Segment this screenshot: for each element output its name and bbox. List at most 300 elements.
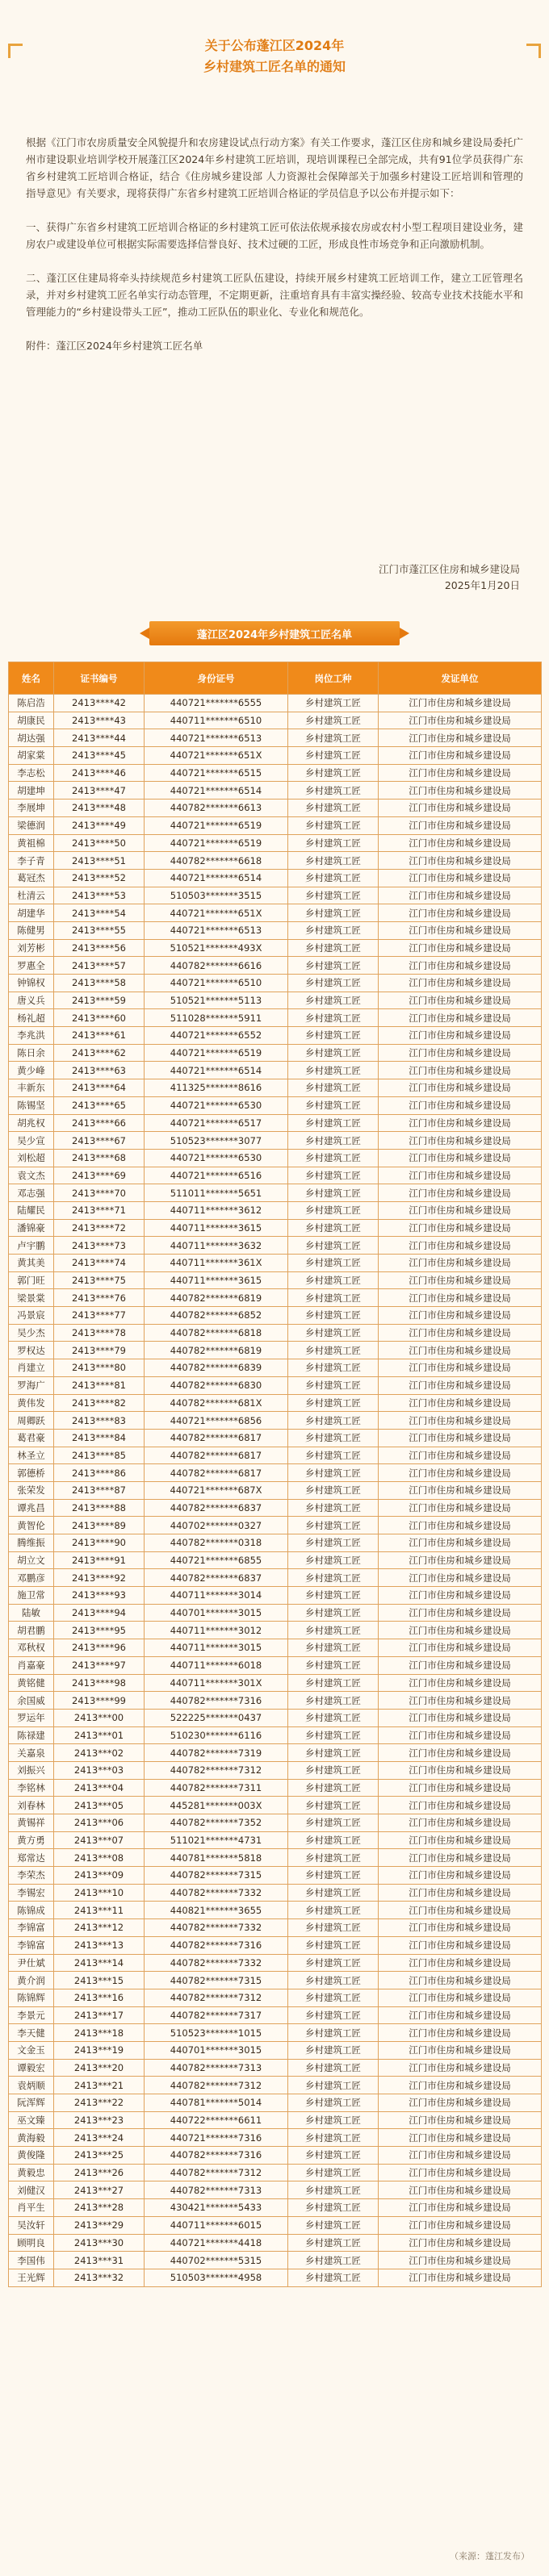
cell-job: 乡村建筑工匠 xyxy=(288,957,379,975)
cell-id-no: 440782*******6613 xyxy=(145,800,288,817)
cell-cert-no: 2413***22 xyxy=(54,2094,145,2112)
cell-issuer: 江门市住房和城乡建设局 xyxy=(379,1132,542,1150)
table-row xyxy=(9,1201,542,1219)
cell-cert-no: 2413****94 xyxy=(54,1604,145,1622)
cell-id-no: 440781*******5818 xyxy=(145,1849,288,1867)
cell-name: 黄介润 xyxy=(9,1972,54,1989)
cell-job: 乡村建筑工匠 xyxy=(288,1096,379,1114)
table-row xyxy=(9,1447,542,1464)
cell-id-no: 440782*******7316 xyxy=(145,1692,288,1710)
cell-job: 乡村建筑工匠 xyxy=(288,1464,379,1482)
cell-job: 乡村建筑工匠 xyxy=(288,816,379,834)
cell-cert-no: 2413***12 xyxy=(54,1919,145,1937)
cell-name: 吴汝轩 xyxy=(9,2216,54,2234)
frame-corner-top-right xyxy=(526,44,541,58)
cell-job: 乡村建筑工匠 xyxy=(288,1376,379,1394)
cell-cert-no: 2413****84 xyxy=(54,1429,145,1447)
cell-job: 乡村建筑工匠 xyxy=(288,1167,379,1184)
cell-cert-no: 2413****68 xyxy=(54,1149,145,1167)
cell-job: 乡村建筑工匠 xyxy=(288,1692,379,1710)
cell-cert-no: 2413****74 xyxy=(54,1255,145,1272)
cell-issuer: 江门市住房和城乡建设局 xyxy=(379,1271,542,1289)
cell-cert-no: 2413***03 xyxy=(54,1761,145,1779)
cell-name: 陈禄建 xyxy=(9,1726,54,1744)
cell-issuer: 江门市住房和城乡建设局 xyxy=(379,1849,542,1867)
cell-job: 乡村建筑工匠 xyxy=(288,2006,379,2024)
cell-cert-no: 2413***30 xyxy=(54,2234,145,2252)
cell-job: 乡村建筑工匠 xyxy=(288,1447,379,1464)
cell-id-no: 440711*******3615 xyxy=(145,1219,288,1237)
cell-issuer: 江门市住房和城乡建设局 xyxy=(379,2024,542,2042)
table-row xyxy=(9,921,542,939)
table-row xyxy=(9,1062,542,1079)
cell-job: 乡村建筑工匠 xyxy=(288,1114,379,1132)
cell-name: 陈锡坚 xyxy=(9,1096,54,1114)
cell-id-no: 440782*******7312 xyxy=(145,2164,288,2181)
cell-cert-no: 2413****70 xyxy=(54,1184,145,1202)
cell-cert-no: 2413****53 xyxy=(54,887,145,904)
cell-name: 郭门旺 xyxy=(9,1271,54,1289)
cell-id-no: 440711*******3612 xyxy=(145,1201,288,1219)
cell-job: 乡村建筑工匠 xyxy=(288,1009,379,1027)
cell-name: 胡立文 xyxy=(9,1551,54,1569)
cell-issuer: 江门市住房和城乡建设局 xyxy=(379,1307,542,1325)
cell-job: 乡村建筑工匠 xyxy=(288,2269,379,2286)
cell-id-no: 440782*******7312 xyxy=(145,1761,288,1779)
cell-name: 施卫常 xyxy=(9,1587,54,1605)
cell-issuer: 江门市住房和城乡建设局 xyxy=(379,1324,542,1342)
cell-id-no: 440782*******681X xyxy=(145,1394,288,1412)
table-row xyxy=(9,1376,542,1394)
cell-name: 李锦富 xyxy=(9,1919,54,1937)
cell-issuer: 江门市住房和城乡建设局 xyxy=(379,1587,542,1605)
cell-name: 黄方勇 xyxy=(9,1831,54,1849)
cell-cert-no: 2413****63 xyxy=(54,1062,145,1079)
table-row xyxy=(9,1674,542,1692)
cell-issuer: 江门市住房和城乡建设局 xyxy=(379,782,542,800)
cell-issuer: 江门市住房和城乡建设局 xyxy=(379,1447,542,1464)
cell-name: 邓志强 xyxy=(9,1184,54,1202)
cell-id-no: 510521*******493X xyxy=(145,939,288,957)
cell-issuer: 江门市住房和城乡建设局 xyxy=(379,1219,542,1237)
cell-cert-no: 2413***26 xyxy=(54,2164,145,2181)
table-row xyxy=(9,904,542,922)
cell-issuer: 江门市住房和城乡建设局 xyxy=(379,1779,542,1797)
cell-issuer: 江门市住房和城乡建设局 xyxy=(379,1831,542,1849)
cell-issuer: 江门市住房和城乡建设局 xyxy=(379,1692,542,1710)
cell-job: 乡村建筑工匠 xyxy=(288,2041,379,2059)
table-row xyxy=(9,800,542,817)
cell-name: 李铭林 xyxy=(9,1779,54,1797)
table-row xyxy=(9,747,542,765)
cell-issuer: 江门市住房和城乡建设局 xyxy=(379,1149,542,1167)
cell-issuer: 江门市住房和城乡建设局 xyxy=(379,2077,542,2094)
cell-cert-no: 2413***18 xyxy=(54,2024,145,2042)
cell-issuer: 江门市住房和城乡建设局 xyxy=(379,1079,542,1097)
cell-cert-no: 2413****44 xyxy=(54,729,145,747)
cell-job: 乡村建筑工匠 xyxy=(288,1201,379,1219)
cell-id-no: 440711*******6510 xyxy=(145,712,288,729)
cell-name: 杨礼超 xyxy=(9,1009,54,1027)
cell-cert-no: 2413****82 xyxy=(54,1394,145,1412)
table-row xyxy=(9,1167,542,1184)
table-row xyxy=(9,782,542,800)
cell-name: 陈锦成 xyxy=(9,1902,54,1919)
cell-cert-no: 2413****55 xyxy=(54,921,145,939)
cell-id-no: 440782*******7352 xyxy=(145,1814,288,1832)
cell-cert-no: 2413****49 xyxy=(54,816,145,834)
cell-name: 黄毅忠 xyxy=(9,2164,54,2181)
table-row xyxy=(9,695,542,712)
cell-issuer: 江门市住房和城乡建设局 xyxy=(379,2094,542,2112)
cell-name: 巫文臻 xyxy=(9,2111,54,2129)
cell-id-no: 440782*******7332 xyxy=(145,1884,288,1902)
cell-job: 乡村建筑工匠 xyxy=(288,852,379,870)
table-row xyxy=(9,1569,542,1587)
cell-job: 乡村建筑工匠 xyxy=(288,1499,379,1517)
cell-name: 黄少峰 xyxy=(9,1062,54,1079)
cell-issuer: 江门市住房和城乡建设局 xyxy=(379,1569,542,1587)
table-row xyxy=(9,1656,542,1674)
cell-issuer: 江门市住房和城乡建设局 xyxy=(379,1359,542,1377)
cell-id-no: 440782*******7315 xyxy=(145,1972,288,1989)
table-row xyxy=(9,1394,542,1412)
cell-job: 乡村建筑工匠 xyxy=(288,1132,379,1150)
cell-job: 乡村建筑工匠 xyxy=(288,1255,379,1272)
cell-issuer: 江门市住房和城乡建设局 xyxy=(379,852,542,870)
table-row xyxy=(9,992,542,1009)
cell-id-no: 440782*******7311 xyxy=(145,1779,288,1797)
cell-name: 唐义兵 xyxy=(9,992,54,1009)
table-row xyxy=(9,1044,542,1062)
table-row xyxy=(9,1709,542,1726)
source-credit: （来源：蓬江发布） xyxy=(450,2551,530,2561)
cell-name: 胡建坤 xyxy=(9,782,54,800)
cell-cert-no: 2413****61 xyxy=(54,1027,145,1045)
cell-name: 阮浑辉 xyxy=(9,2094,54,2112)
cell-job: 乡村建筑工匠 xyxy=(288,1831,379,1849)
cell-name: 陈启浩 xyxy=(9,695,54,712)
cell-job: 乡村建筑工匠 xyxy=(288,992,379,1009)
table-row xyxy=(9,1359,542,1377)
table-row xyxy=(9,1481,542,1499)
table-row xyxy=(9,2216,542,2234)
cell-issuer: 江门市住房和城乡建设局 xyxy=(379,1184,542,1202)
cell-name: 周卿跃 xyxy=(9,1412,54,1430)
cell-job: 乡村建筑工匠 xyxy=(288,939,379,957)
table-row xyxy=(9,1726,542,1744)
cell-job: 乡村建筑工匠 xyxy=(288,1237,379,1255)
cell-name: 陈健男 xyxy=(9,921,54,939)
cell-id-no: 440782*******7312 xyxy=(145,1989,288,2006)
cell-issuer: 江门市住房和城乡建设局 xyxy=(379,1096,542,1114)
cell-name: 李子青 xyxy=(9,852,54,870)
cell-job: 乡村建筑工匠 xyxy=(288,1412,379,1430)
cell-job: 乡村建筑工匠 xyxy=(288,1359,379,1377)
cell-issuer: 江门市住房和城乡建设局 xyxy=(379,2216,542,2234)
cell-cert-no: 2413***08 xyxy=(54,1849,145,1867)
cell-id-no: 440721*******6517 xyxy=(145,1114,288,1132)
cell-issuer: 江门市住房和城乡建设局 xyxy=(379,2129,542,2147)
table-row xyxy=(9,834,542,852)
table-row xyxy=(9,1936,542,1954)
cell-issuer: 江门市住房和城乡建设局 xyxy=(379,1027,542,1045)
cell-name: 卢宇鹏 xyxy=(9,1237,54,1255)
cell-id-no: 440782*******7316 xyxy=(145,1936,288,1954)
table-row xyxy=(9,1954,542,1972)
notice-paragraph-3: 二、蓬江区住建局将牵头持续规范乡村建筑工匠队伍建设，持续开展乡村建筑工匠培训工作，建立工匠管理名录，并对乡村建筑工匠名单实行动态管理，不定期更新，注重培育具有丰富实操经验、较高专业技术技能水平和管理能力的“乡村建设带头工匠”，推动工匠队伍的职业化、专业化和规范化。 xyxy=(26,272,523,318)
cell-cert-no: 2413***00 xyxy=(54,1709,145,1726)
cell-name: 郭德桥 xyxy=(9,1464,54,1482)
cell-name: 胡家棠 xyxy=(9,747,54,765)
cell-cert-no: 2413***25 xyxy=(54,2147,145,2165)
cell-cert-no: 2413****93 xyxy=(54,1587,145,1605)
table-row xyxy=(9,1761,542,1779)
cell-issuer: 江门市住房和城乡建设局 xyxy=(379,975,542,992)
cell-issuer: 江门市住房和城乡建设局 xyxy=(379,1412,542,1430)
cell-cert-no: 2413***11 xyxy=(54,1902,145,1919)
cell-name: 黄锡祥 xyxy=(9,1814,54,1832)
frame-corner-top-left xyxy=(8,44,23,58)
cell-id-no: 510523*******3077 xyxy=(145,1132,288,1150)
cell-id-no: 440711*******3014 xyxy=(145,1587,288,1605)
table-row xyxy=(9,1604,542,1622)
table-row xyxy=(9,975,542,992)
cell-job: 乡村建筑工匠 xyxy=(288,1307,379,1325)
cell-issuer: 江门市住房和城乡建设局 xyxy=(379,921,542,939)
cell-issuer: 江门市住房和城乡建设局 xyxy=(379,1989,542,2006)
cell-id-no: 440701*******3015 xyxy=(145,1604,288,1622)
table-row xyxy=(9,729,542,747)
cell-job: 乡村建筑工匠 xyxy=(288,764,379,782)
cell-id-no: 440782*******6830 xyxy=(145,1376,288,1394)
cell-name: 黄其美 xyxy=(9,1255,54,1272)
cell-cert-no: 2413****71 xyxy=(54,1201,145,1219)
cell-cert-no: 2413****64 xyxy=(54,1079,145,1097)
table-row xyxy=(9,1587,542,1605)
table-row xyxy=(9,1622,542,1639)
cell-name: 胡建华 xyxy=(9,904,54,922)
cell-cert-no: 2413****98 xyxy=(54,1674,145,1692)
cell-cert-no: 2413****65 xyxy=(54,1096,145,1114)
cell-issuer: 江门市住房和城乡建设局 xyxy=(379,1639,542,1657)
table-row xyxy=(9,2199,542,2217)
cell-name: 肖平生 xyxy=(9,2199,54,2217)
cell-cert-no: 2413****92 xyxy=(54,1569,145,1587)
craftsman-table-wrap xyxy=(8,662,541,2287)
cell-name: 罗权达 xyxy=(9,1342,54,1359)
cell-cert-no: 2413****97 xyxy=(54,1656,145,1674)
cell-cert-no: 2413***02 xyxy=(54,1744,145,1762)
cell-id-no: 511028*******5911 xyxy=(145,1009,288,1027)
table-row xyxy=(9,869,542,887)
cell-issuer: 江门市住房和城乡建设局 xyxy=(379,1709,542,1726)
table-row xyxy=(9,1797,542,1814)
cell-job: 乡村建筑工匠 xyxy=(288,1324,379,1342)
table-row xyxy=(9,1902,542,1919)
signature-date: 2025年1月20日 xyxy=(444,579,520,591)
cell-name: 郑常达 xyxy=(9,1849,54,1867)
cell-issuer: 江门市住房和城乡建设局 xyxy=(379,1744,542,1762)
cell-job: 乡村建筑工匠 xyxy=(288,1027,379,1045)
cell-job: 乡村建筑工匠 xyxy=(288,1797,379,1814)
cell-cert-no: 2413***21 xyxy=(54,2077,145,2094)
cell-name: 李国伟 xyxy=(9,2252,54,2269)
cell-job: 乡村建筑工匠 xyxy=(288,2024,379,2042)
cell-name: 吴少宣 xyxy=(9,1132,54,1150)
cell-name: 胡君鹏 xyxy=(9,1622,54,1639)
cell-id-no: 440782*******6837 xyxy=(145,1569,288,1587)
cell-id-no: 440721*******6514 xyxy=(145,782,288,800)
cell-name: 袁炳顺 xyxy=(9,2077,54,2094)
cell-id-no: 440721*******6514 xyxy=(145,1062,288,1079)
cell-issuer: 江门市住房和城乡建设局 xyxy=(379,1954,542,1972)
table-row xyxy=(9,887,542,904)
cell-id-no: 440782*******0318 xyxy=(145,1534,288,1552)
cell-id-no: 440721*******6514 xyxy=(145,869,288,887)
cell-id-no: 445281*******003X xyxy=(145,1797,288,1814)
cell-job: 乡村建筑工匠 xyxy=(288,1919,379,1937)
cell-job: 乡村建筑工匠 xyxy=(288,1044,379,1062)
cell-id-no: 440782*******7317 xyxy=(145,2006,288,2024)
table-row xyxy=(9,1027,542,1045)
cell-name: 顾明良 xyxy=(9,2234,54,2252)
cell-name: 罗惠全 xyxy=(9,957,54,975)
cell-issuer: 江门市住房和城乡建设局 xyxy=(379,1044,542,1062)
cell-job: 乡村建筑工匠 xyxy=(288,1972,379,1989)
cell-cert-no: 2413****81 xyxy=(54,1376,145,1394)
cell-job: 乡村建筑工匠 xyxy=(288,800,379,817)
table-row xyxy=(9,2077,542,2094)
cell-issuer: 江门市住房和城乡建设局 xyxy=(379,2269,542,2286)
table-row xyxy=(9,1271,542,1289)
cell-id-no: 440721*******6516 xyxy=(145,1167,288,1184)
cell-cert-no: 2413***10 xyxy=(54,1884,145,1902)
cell-name: 余国威 xyxy=(9,1692,54,1710)
table-row xyxy=(9,1534,542,1552)
cell-issuer: 江门市住房和城乡建设局 xyxy=(379,1902,542,1919)
cell-cert-no: 2413****87 xyxy=(54,1481,145,1499)
cell-id-no: 440721*******6552 xyxy=(145,1027,288,1045)
table-row xyxy=(9,2269,542,2286)
cell-id-no: 440782*******7313 xyxy=(145,2059,288,2077)
cell-job: 乡村建筑工匠 xyxy=(288,2199,379,2217)
table-row xyxy=(9,1412,542,1430)
cell-issuer: 江门市住房和城乡建设局 xyxy=(379,1814,542,1832)
cell-cert-no: 2413****89 xyxy=(54,1517,145,1534)
cell-id-no: 440711*******3632 xyxy=(145,1237,288,1255)
cell-cert-no: 2413****52 xyxy=(54,869,145,887)
cell-id-no: 440721*******651X xyxy=(145,904,288,922)
cell-cert-no: 2413***19 xyxy=(54,2041,145,2059)
cell-cert-no: 2413****78 xyxy=(54,1324,145,1342)
cell-job: 乡村建筑工匠 xyxy=(288,2252,379,2269)
cell-cert-no: 2413***09 xyxy=(54,1867,145,1885)
cell-cert-no: 2413****95 xyxy=(54,1622,145,1639)
cell-issuer: 江门市住房和城乡建设局 xyxy=(379,1114,542,1132)
cell-name: 陆耀民 xyxy=(9,1201,54,1219)
cell-job: 乡村建筑工匠 xyxy=(288,1481,379,1499)
notice-body xyxy=(26,134,523,354)
cell-name: 李锦富 xyxy=(9,1936,54,1954)
cell-cert-no: 2413****73 xyxy=(54,1237,145,1255)
cell-job: 乡村建筑工匠 xyxy=(288,2129,379,2147)
cell-cert-no: 2413***32 xyxy=(54,2269,145,2286)
cell-id-no: 440721*******4418 xyxy=(145,2234,288,2252)
cell-id-no: 440782*******6817 xyxy=(145,1447,288,1464)
table-row xyxy=(9,1744,542,1762)
cell-id-no: 440711*******3615 xyxy=(145,1271,288,1289)
cell-id-no: 440721*******6513 xyxy=(145,729,288,747)
table-row xyxy=(9,1517,542,1534)
cell-job: 乡村建筑工匠 xyxy=(288,904,379,922)
cell-issuer: 江门市住房和城乡建设局 xyxy=(379,1534,542,1552)
cell-name: 李展坤 xyxy=(9,800,54,817)
notice-attachment: 附件：蓬江区2024年乡村建筑工匠名单 xyxy=(26,340,203,352)
cell-issuer: 江门市住房和城乡建设局 xyxy=(379,764,542,782)
cell-issuer: 江门市住房和城乡建设局 xyxy=(379,1517,542,1534)
cell-cert-no: 2413****57 xyxy=(54,957,145,975)
cell-cert-no: 2413***17 xyxy=(54,2006,145,2024)
table-row xyxy=(9,1219,542,1237)
cell-job: 乡村建筑工匠 xyxy=(288,1744,379,1762)
cell-name: 胡康民 xyxy=(9,712,54,729)
cell-issuer: 江门市住房和城乡建设局 xyxy=(379,1797,542,1814)
cell-name: 刘健汉 xyxy=(9,2181,54,2199)
cell-job: 乡村建筑工匠 xyxy=(288,1761,379,1779)
cell-name: 陆敏 xyxy=(9,1604,54,1622)
cell-issuer: 江门市住房和城乡建设局 xyxy=(379,2006,542,2024)
cell-id-no: 440821*******3655 xyxy=(145,1902,288,1919)
cell-job: 乡村建筑工匠 xyxy=(288,1674,379,1692)
table-row xyxy=(9,1639,542,1657)
cell-cert-no: 2413****66 xyxy=(54,1114,145,1132)
table-row xyxy=(9,2164,542,2181)
table-row xyxy=(9,1814,542,1832)
header-id-no: 身份证号 xyxy=(145,662,288,695)
cell-id-no: 510503*******3515 xyxy=(145,887,288,904)
table-row xyxy=(9,1184,542,1202)
table-row xyxy=(9,1342,542,1359)
cell-id-no: 440721*******687X xyxy=(145,1481,288,1499)
cell-cert-no: 2413****75 xyxy=(54,1271,145,1289)
table-row xyxy=(9,2129,542,2147)
header-cert-no: 证书编号 xyxy=(54,662,145,695)
notice-paragraph-2: 一、获得广东省乡村建筑工匠培训合格证的乡村建筑工匠可依法依规承接农房或农村小型工程项目建设业务，建房农户或建设单位可根据实际需要选择信誉良好、技术过硬的工匠，形成良性市场竞争和正向激励机制。 xyxy=(26,221,523,250)
cell-id-no: 440711*******6018 xyxy=(145,1656,288,1674)
cell-job: 乡村建筑工匠 xyxy=(288,2059,379,2077)
cell-id-no: 440711*******3012 xyxy=(145,1622,288,1639)
cell-cert-no: 2413****79 xyxy=(54,1342,145,1359)
cell-name: 葛冠杰 xyxy=(9,869,54,887)
cell-job: 乡村建筑工匠 xyxy=(288,921,379,939)
cell-id-no: 440782*******6616 xyxy=(145,957,288,975)
cell-job: 乡村建筑工匠 xyxy=(288,1604,379,1622)
cell-name: 胡达强 xyxy=(9,729,54,747)
cell-cert-no: 2413****54 xyxy=(54,904,145,922)
cell-issuer: 江门市住房和城乡建设局 xyxy=(379,1062,542,1079)
cell-job: 乡村建筑工匠 xyxy=(288,2181,379,2199)
list-banner: 蓬江区2024年乡村建筑工匠名单 xyxy=(149,621,400,645)
cell-job: 乡村建筑工匠 xyxy=(288,869,379,887)
notice-paragraph-1: 根据《江门市农房质量安全风貌提升和农房建设试点行动方案》有关工作要求，蓬江区住房和城乡建设局委托广州市建设职业培训学校开展蓬江区2024年乡村建筑工匠培训，现培训课程已全部完成，共有91位学员获得广东省乡村建筑工匠培训合格证，结合《住房城乡建设部 人力资源社会保障部关于加强乡村建设工匠培训和管理的指导意见》有关要求，现将获得广东省乡村建筑工匠培训合格证的学员信息予以公布并提示如下： xyxy=(26,136,523,199)
cell-issuer: 江门市住房和城乡建设局 xyxy=(379,1481,542,1499)
cell-cert-no: 2413****85 xyxy=(54,1447,145,1464)
cell-issuer: 江门市住房和城乡建设局 xyxy=(379,1429,542,1447)
table-row xyxy=(9,2006,542,2024)
cell-id-no: 440782*******6839 xyxy=(145,1359,288,1377)
cell-name: 刘春林 xyxy=(9,1797,54,1814)
